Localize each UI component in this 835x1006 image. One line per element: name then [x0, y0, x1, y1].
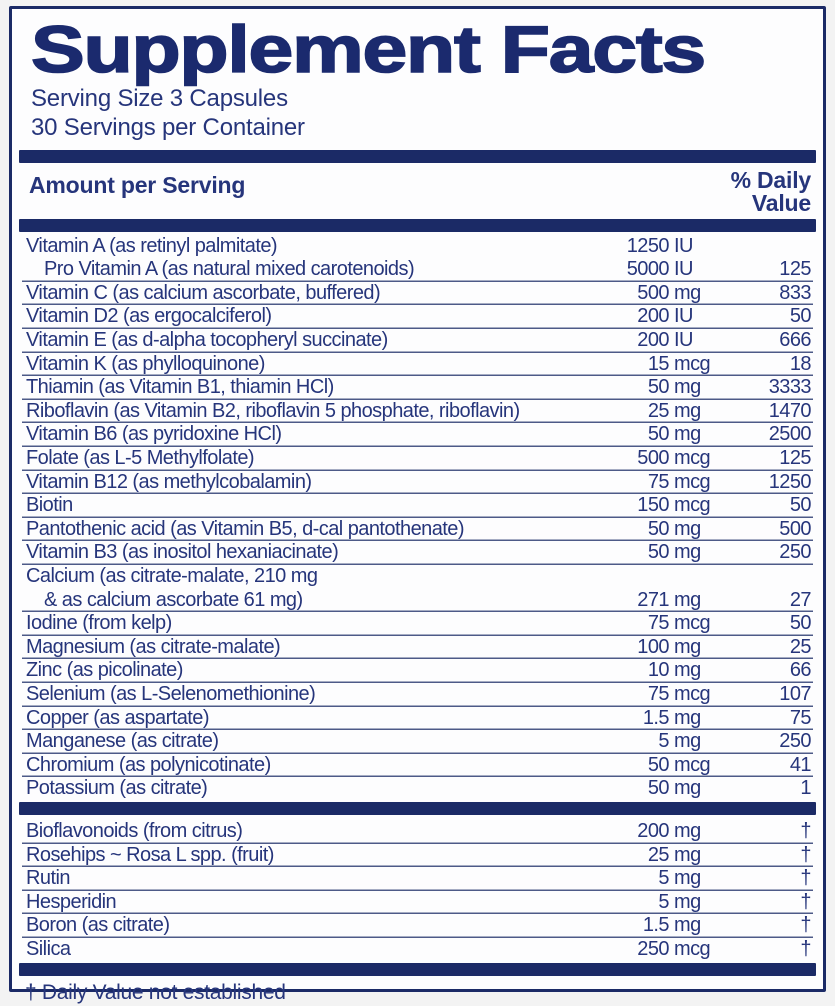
amount-value: 50 [647, 376, 669, 399]
daily-value: 250 [779, 730, 811, 753]
table-row [22, 400, 813, 424]
amount-unit: IU [674, 329, 693, 352]
nutrient-name: Pro Vitamin A (as natural mixed carotenoids) [44, 258, 415, 281]
nutrient-name: Vitamin D2 (as ergocalciferol) [26, 305, 272, 328]
nutrient-name: & as calcium ascorbate 61 mg) [44, 588, 303, 611]
amount-unit: mg [674, 517, 701, 540]
nutrient-name: Rutin [26, 867, 70, 890]
amount-unit: mg [674, 890, 701, 913]
table-row [22, 589, 813, 613]
nutrient-name: Vitamin A (as retinyl palmitate) [26, 234, 278, 257]
amount-unit: mcg [674, 937, 711, 960]
table-row [22, 683, 813, 707]
table-row [22, 329, 813, 353]
nutrient-name: Bioflavonoids (from citrus) [26, 819, 243, 842]
daily-value: 250 [779, 541, 811, 564]
amount-value: 500 [637, 447, 669, 470]
amount-unit: mg [674, 376, 701, 399]
daily-value: 2500 [768, 423, 811, 446]
daily-value: † [800, 867, 811, 890]
amount-value: 150 [637, 494, 669, 517]
amount-value: 100 [637, 635, 669, 658]
amount-unit: mg [674, 777, 701, 800]
amount-value: 50 [647, 753, 669, 776]
daily-value: 500 [779, 517, 811, 540]
table-row [22, 305, 813, 329]
daily-value: 1 [800, 777, 811, 800]
amount-value: 75 [647, 682, 669, 705]
daily-value: 1470 [768, 399, 811, 422]
nutrient-name: Thiamin (as Vitamin B1, thiamin HCl) [26, 376, 334, 399]
nutrient-name: Vitamin C (as calcium ascorbate, buffered) [26, 281, 381, 304]
amount-unit: IU [674, 305, 693, 328]
amount-value: 5 [658, 730, 669, 753]
amount-value: 15 [647, 352, 669, 375]
table-row [22, 707, 813, 731]
nutrient-name: Vitamin B6 (as pyridoxine HCl) [26, 423, 282, 446]
table-row [22, 636, 813, 660]
amount-value: 50 [647, 541, 669, 564]
table-row [22, 541, 813, 565]
percent-daily-header-line1: % Daily [730, 166, 811, 193]
amount-value: 5 [658, 890, 669, 913]
amount-unit: mg [674, 635, 701, 658]
amount-unit: mcg [674, 447, 711, 470]
table-row [22, 867, 813, 891]
table-row [22, 282, 813, 306]
amount-unit: mcg [674, 753, 711, 776]
amount-value: 10 [647, 659, 669, 682]
amount-value: 500 [637, 281, 669, 304]
amount-unit: mcg [674, 682, 711, 705]
servings-per-container: 30 Servings per Container [31, 113, 305, 141]
amount-unit: mg [674, 423, 701, 446]
daily-value: 3333 [768, 376, 811, 399]
nutrient-name: Boron (as citrate) [26, 914, 170, 937]
amount-value: 1.5 [642, 914, 669, 937]
amount-value: 271 [637, 588, 669, 611]
amount-value: 250 [637, 937, 669, 960]
amount-unit: mg [674, 541, 701, 564]
amount-value: 5000 [626, 258, 669, 281]
table-row [22, 376, 813, 400]
daily-value: † [800, 843, 811, 866]
daily-value: 125 [779, 447, 811, 470]
table-row [22, 518, 813, 542]
table-row [22, 353, 813, 377]
amount-unit: mg [674, 588, 701, 611]
vitamins-minerals-table [19, 232, 816, 801]
table-row [22, 777, 813, 801]
table-row [22, 423, 813, 447]
nutrient-name: Iodine (from kelp) [26, 612, 172, 635]
daily-value-footnote: † Daily Value not established [25, 981, 286, 1005]
daily-value: 50 [789, 612, 811, 635]
nutrient-name: Zinc (as picolinate) [26, 659, 183, 682]
nutrient-name: Potassium (as citrate) [26, 777, 208, 800]
daily-value: 66 [789, 659, 811, 682]
amount-value: 50 [647, 423, 669, 446]
daily-value: † [800, 819, 811, 842]
percent-daily-header-line2: Value [751, 189, 811, 216]
percent-daily-value-header [730, 166, 811, 216]
amount-value: 200 [637, 819, 669, 842]
column-header-row [19, 163, 816, 219]
amount-unit: mg [674, 281, 701, 304]
table-row [22, 754, 813, 778]
daily-value: 50 [789, 305, 811, 328]
daily-value: † [800, 890, 811, 913]
amount-value: 75 [647, 612, 669, 635]
table-row [22, 258, 813, 282]
table-row [22, 730, 813, 754]
amount-unit: mg [674, 730, 701, 753]
amount-value: 25 [647, 399, 669, 422]
amount-unit: mg [674, 843, 701, 866]
nutrient-name: Rosehips ~ Rosa L spp. (fruit) [26, 843, 274, 866]
daily-value: 107 [779, 682, 811, 705]
amount-unit: mcg [674, 470, 711, 493]
nutrient-name: Chromium (as polynicotinate) [26, 753, 271, 776]
nutrient-name: Magnesium (as citrate-malate) [26, 635, 281, 658]
daily-value: † [800, 914, 811, 937]
nutrient-name: Hesperidin [26, 890, 117, 913]
nutrient-name: Vitamin B12 (as methylcobalamin) [26, 470, 312, 493]
table-row [22, 938, 813, 962]
nutrient-name: Vitamin B3 (as inositol hexaniacinate) [26, 541, 339, 564]
daily-value: 18 [789, 352, 811, 375]
nutrient-name: Calcium (as citrate-malate, 210 mg [26, 564, 318, 587]
amount-value: 25 [647, 843, 669, 866]
amount-per-serving-header: Amount per Serving [29, 171, 246, 198]
other-ingredients-table [19, 815, 816, 962]
amount-value: 50 [647, 777, 669, 800]
amount-unit: mg [674, 819, 701, 842]
amount-value: 1.5 [642, 706, 669, 729]
daily-value: 666 [779, 329, 811, 352]
nutrient-name: Silica [26, 937, 71, 960]
table-row [22, 820, 813, 844]
daily-value: 50 [789, 494, 811, 517]
table-row [22, 494, 813, 518]
table-row [22, 612, 813, 636]
label-title: Supplement Facts [31, 12, 705, 86]
nutrient-name: Copper (as aspartate) [26, 706, 209, 729]
nutrient-name: Vitamin K (as phylloquinone) [26, 352, 265, 375]
amount-value: 50 [647, 517, 669, 540]
amount-unit: mcg [674, 494, 711, 517]
amount-unit: mg [674, 659, 701, 682]
table-row [22, 471, 813, 495]
amount-unit: mcg [674, 352, 711, 375]
table-row [22, 891, 813, 915]
nutrient-name: Manganese (as citrate) [26, 730, 219, 753]
table-row [22, 844, 813, 868]
daily-value: 1250 [768, 470, 811, 493]
daily-value: 27 [789, 588, 811, 611]
amount-value: 200 [637, 305, 669, 328]
table-row [22, 235, 813, 259]
table-row [22, 447, 813, 471]
amount-unit: mcg [674, 612, 711, 635]
supplement-facts-label [9, 6, 826, 1005]
nutrient-name: Pantothenic acid (as Vitamin B5, d-cal pantothenate) [26, 517, 464, 540]
serving-size: Serving Size 3 Capsules [31, 84, 288, 112]
daily-value: 25 [789, 635, 811, 658]
table-row [22, 914, 813, 938]
amount-unit: IU [674, 258, 693, 281]
nutrient-name: Folate (as L-5 Methylfolate) [26, 447, 255, 470]
section-divider-bar [19, 802, 816, 815]
amount-value: 1250 [626, 234, 669, 257]
nutrient-name: Selenium (as L-Selenomethionine) [26, 682, 316, 705]
table-row [22, 565, 813, 589]
daily-value: 41 [789, 753, 811, 776]
amount-unit: mg [674, 867, 701, 890]
amount-unit: mg [674, 706, 701, 729]
section-divider-bar [19, 219, 816, 232]
amount-unit: mg [674, 399, 701, 422]
nutrient-name: Vitamin E (as d-alpha tocopheryl succinate) [26, 329, 388, 352]
amount-unit: IU [674, 234, 693, 257]
amount-value: 5 [658, 867, 669, 890]
table-row [22, 659, 813, 683]
amount-value: 75 [647, 470, 669, 493]
daily-value: 125 [779, 258, 811, 281]
section-divider-bar [19, 150, 816, 163]
nutrient-name: Riboflavin (as Vitamin B2, riboflavin 5 phosphate, riboflavin) [26, 399, 520, 422]
nutrient-name: Biotin [26, 494, 73, 517]
daily-value: 833 [779, 281, 811, 304]
section-divider-bar [19, 963, 816, 976]
daily-value: 75 [789, 706, 811, 729]
amount-value: 200 [637, 329, 669, 352]
daily-value: † [800, 937, 811, 960]
amount-unit: mg [674, 914, 701, 937]
